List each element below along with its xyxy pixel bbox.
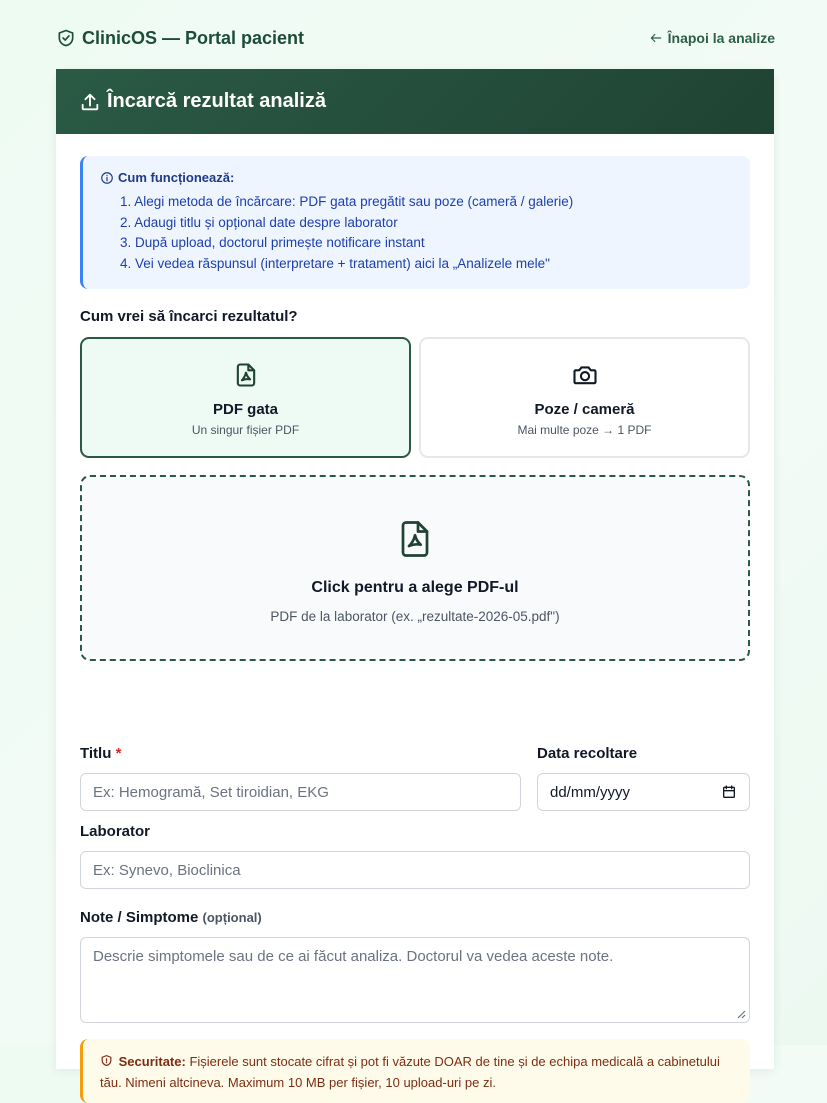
resize-grip-icon[interactable]: [736, 1009, 746, 1019]
page-title: Încarcă rezultat analiză: [107, 90, 326, 112]
info-step: 4. Vei vedea răspunsul (interpretare + tratament) aici la „Analizele mele": [120, 255, 550, 271]
date-placeholder: dd/mm/yyyy: [550, 783, 631, 801]
info-step: 2. Adaugi titlu și opțional date despre laborator: [120, 214, 398, 230]
title-label-text: Titlu: [80, 745, 112, 762]
laboratory-input[interactable]: [80, 851, 750, 889]
date-label: Data recoltare: [537, 745, 638, 762]
back-to-analyses-link[interactable]: [649, 30, 775, 46]
notes-label: [80, 909, 262, 926]
laboratory-label: Laborator: [80, 823, 151, 840]
notes-label-text: Note / Simptome: [80, 909, 199, 926]
pdf-file-icon: [232, 361, 260, 389]
security-notice: [80, 1039, 750, 1103]
info-steps: [100, 192, 750, 274]
info-step: 1. Alegi metoda de încărcare: PDF gata pregătit sau poze (cameră / galerie): [120, 194, 574, 209]
how-it-works-box: [80, 156, 750, 289]
info-icon: [100, 171, 114, 185]
title-input[interactable]: [80, 773, 521, 811]
notes-optional-hint: (opțional): [202, 910, 262, 925]
method-option-subtitle: Un singur fișier PDF: [191, 423, 300, 437]
required-mark: *: [115, 745, 122, 762]
info-title: [100, 170, 750, 185]
back-link-label: Înapoi la analize: [667, 30, 775, 46]
security-label: Securitate:: [118, 1054, 186, 1069]
brand-name: ClinicOS — Portal pacient: [82, 27, 305, 48]
collection-date-input[interactable]: [537, 773, 750, 811]
shield-icon: [100, 1054, 113, 1067]
shield-check-icon: [56, 28, 76, 48]
title-label: [80, 745, 121, 762]
calendar-icon[interactable]: [721, 784, 737, 800]
info-step: 3. După upload, doctorul primește notificare instant: [120, 235, 425, 250]
pdf-file-icon: [397, 519, 433, 559]
method-section-label: Cum vrei să încarci rezultatul?: [80, 308, 298, 325]
upload-icon: [79, 91, 101, 113]
card-header: [56, 69, 774, 134]
method-option-pdf[interactable]: [80, 337, 411, 458]
arrow-left-icon: [649, 31, 663, 45]
info-title-text: Cum funcționează:: [118, 170, 235, 185]
notes-textarea[interactable]: [80, 937, 750, 1023]
method-option-subtitle: Mai multe poze → 1 PDF: [517, 423, 652, 437]
method-option-photos[interactable]: [419, 337, 750, 458]
upload-card: [56, 69, 774, 1090]
topbar: [56, 24, 775, 52]
method-option-title: Poze / cameră: [534, 401, 635, 418]
brand: [56, 28, 304, 49]
dropzone-title: Click pentru a alege PDF-ul: [311, 579, 519, 596]
pdf-dropzone[interactable]: [80, 475, 750, 661]
camera-icon: [571, 361, 599, 389]
method-option-title: PDF gata: [212, 401, 278, 418]
security-text: Fișierele sunt stocate cifrat și pot fi văzute DOAR de tine și de echipa medicală a cabinetului tău. Nimeni altcineva. Maximum 10 MB per fișier, 10 upload-uri pe zi.: [100, 1054, 720, 1090]
dropzone-subtitle: PDF de la laborator (ex. „rezultate-2026-05.pdf"): [270, 609, 560, 624]
